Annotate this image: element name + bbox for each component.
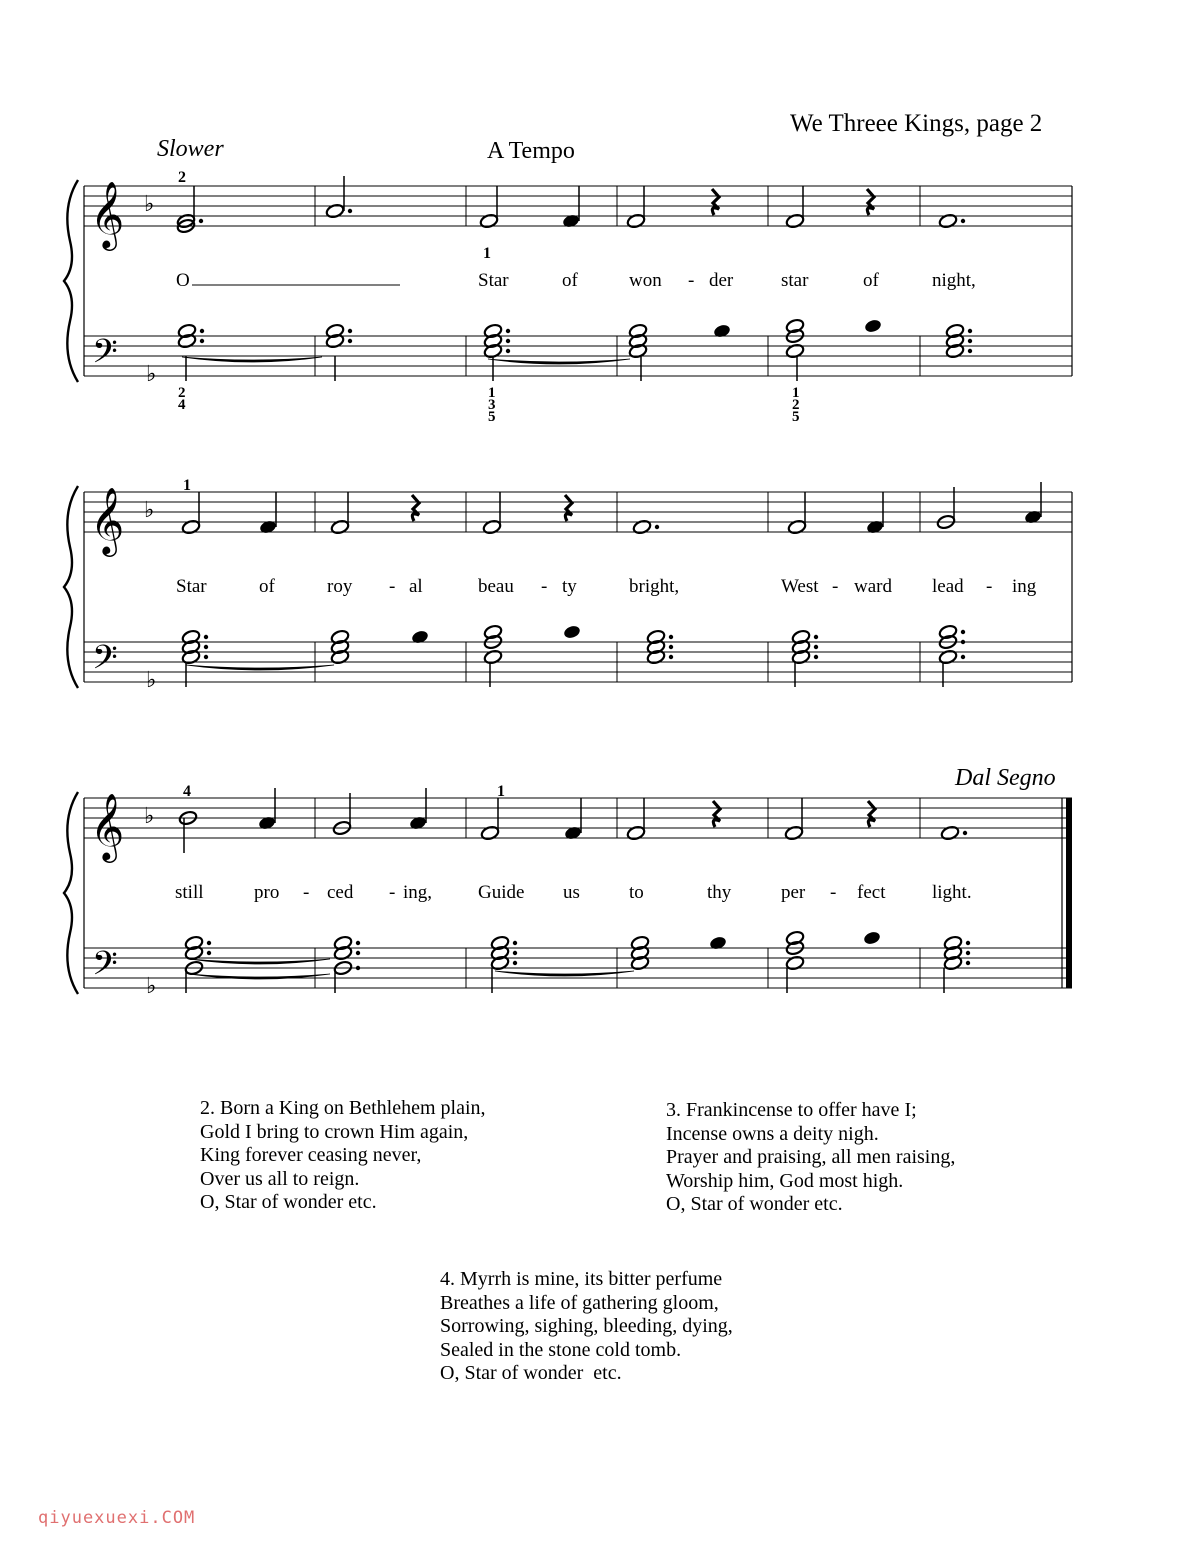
system-2-lyric: lead [932, 576, 964, 597]
system-3-fingering: 4 [183, 783, 191, 800]
system-1-quarter-rest-icon [867, 189, 874, 215]
system-2-brace [64, 486, 78, 688]
system-2-lyric: ty [562, 576, 577, 597]
system-1-fingering-below: 5 [488, 409, 496, 425]
system-1-fingering: 2 [178, 169, 186, 186]
system-1-lyric: of [863, 270, 879, 291]
system-1-bass-flat-icon: ♭ [146, 361, 157, 386]
system-2-lyric: - [832, 576, 839, 597]
system-2-bass-chord [938, 649, 958, 665]
system-3-lyric: per [781, 882, 806, 903]
system-3-note-f-dot [963, 831, 967, 835]
system-1-note-f-dot [961, 219, 965, 223]
system-2-lyric: al [409, 576, 423, 597]
system-3-quarter-rest-icon [868, 801, 875, 827]
system-1-bass-chord-dot [200, 339, 204, 343]
system-1-brace [64, 180, 78, 382]
system-3-tie [495, 971, 634, 976]
system-2-note-a [1024, 509, 1043, 525]
system-1-fingering-below: 1 [488, 385, 496, 401]
system-3-brace [64, 792, 78, 994]
system-1-bass-chord-dot [968, 349, 972, 353]
system-2-bass-chord-dot [814, 645, 818, 649]
system-2-lyric: - [541, 576, 548, 597]
system-1-tie [182, 357, 322, 362]
system-3-bass-chord-dot [356, 941, 360, 945]
system-1-fingering-below: 4 [178, 397, 186, 413]
system-1-tie [488, 359, 630, 364]
system-3-lyric: light. [932, 882, 972, 903]
system-2-bass-chord-dot [204, 635, 208, 639]
system-3-bass-chord-dot [513, 941, 517, 945]
system-2-tie [186, 665, 334, 670]
system-2-note-f [632, 519, 652, 535]
system-3-tie [189, 959, 330, 964]
system-1-lyric: star [781, 270, 809, 291]
system-2-note-f [181, 519, 201, 535]
system-1-bass-chord-dot [348, 329, 352, 333]
system-3-bass-chord [785, 955, 805, 971]
system-3-lyric: Guide [478, 882, 525, 903]
system-2-lyric: Star [176, 576, 207, 597]
system-3-lyric: pro [254, 882, 280, 903]
system-3-note-a [258, 815, 277, 831]
system-3-final-barline-thick [1066, 798, 1072, 988]
system-2-lyric: - [986, 576, 993, 597]
system-3-bass-chord-dot [207, 951, 211, 955]
system-1-fingering: 1 [483, 245, 491, 262]
system-1-lyric: won [629, 270, 662, 291]
system-3-lyric: - [303, 882, 310, 903]
system-1-fingering-below: 1 [792, 385, 800, 401]
system-2-quarter-rest-icon [412, 495, 419, 521]
system-3-bass-note [863, 930, 882, 946]
system-1-note-a-dot [348, 209, 352, 213]
system-1-note-f [938, 213, 958, 229]
system-1-bass-clef-icon: 𝄢 [92, 333, 118, 378]
system-3-dal-segno: Dal Segno [955, 765, 1056, 791]
system-2-lyric: roy [327, 576, 353, 597]
system-3-lyric: fect [857, 882, 886, 903]
system-1-fingering-below: 3 [488, 397, 496, 413]
system-3-bass-clef-icon: 𝄢 [92, 945, 118, 990]
verse-3: 3. Frankincense to offer have I; Incense owns a deity nigh. Prayer and praising, all men raising, Worship him, God most high. O, Star of wonder etc. [666, 1099, 956, 1215]
system-2-note-f [259, 519, 278, 535]
system-1-lyric: - [688, 270, 695, 291]
system-1-lyric: O [176, 270, 190, 291]
system-1-bass-chord-dot [968, 339, 972, 343]
system-3-bass-chord-dot [966, 941, 970, 945]
system-1-lyric: der [709, 270, 734, 291]
system-1-treble-clef-icon: 𝄞 [90, 182, 125, 247]
system-2-treble-clef-icon: 𝄞 [90, 488, 125, 553]
system-1-bass-note [713, 323, 732, 339]
system-1-note-f [785, 213, 805, 229]
system-1-bass-chord-dot [506, 349, 510, 353]
system-3-bass-flat-icon: ♭ [146, 973, 157, 998]
system-1-lyric: night, [932, 270, 976, 291]
system-1-bass-chord [785, 343, 805, 359]
system-2-note-f [866, 519, 885, 535]
system-2-bass-chord [483, 649, 503, 665]
system-3-bass-chord-dot [966, 951, 970, 955]
system-3-note-f [480, 825, 500, 841]
system-2-note-f [482, 519, 502, 535]
system-2-lyric: bright, [629, 576, 680, 597]
system-3-bass-chord-dot [356, 951, 360, 955]
system-1-fingering-below: 2 [178, 385, 186, 401]
system-2-note-f [330, 519, 350, 535]
system-3-quarter-rest-icon [713, 801, 720, 827]
system-1-note-f [626, 213, 646, 229]
system-1-tempo-mark: Slower [157, 136, 224, 162]
system-2-lyric: West [781, 576, 819, 597]
system-3-lyric: us [563, 882, 580, 903]
system-3-note-f [626, 825, 646, 841]
system-3-bass-chord-dot [513, 951, 517, 955]
system-1-bass-chord-dot [506, 339, 510, 343]
system-1-note-f-dot [199, 219, 203, 223]
system-1-lyric: Star [478, 270, 509, 291]
system-2-lyric: beau [478, 576, 514, 597]
system-1-note-a [325, 203, 345, 219]
system-2-note-f [787, 519, 807, 535]
page-title: We Threee Kings, page 2 [790, 110, 1043, 137]
system-1-tempo-mark: A Tempo [487, 138, 575, 164]
system-2-bass-chord-dot [669, 635, 673, 639]
system-2-bass-note [563, 624, 582, 640]
system-2-bass-chord-dot [669, 645, 673, 649]
system-3-lyric: ing, [403, 882, 433, 903]
system-3-bass-note [709, 935, 728, 951]
system-2-bass-chord-dot [814, 635, 818, 639]
system-2-bass-chord-dot [814, 655, 818, 659]
system-3-lyric: thy [707, 882, 732, 903]
system-2-bass-chord-dot [961, 655, 965, 659]
system-1-fingering-below: 2 [792, 397, 800, 413]
system-2-quarter-rest-icon [565, 495, 572, 521]
system-2-bass-flat-icon: ♭ [146, 667, 157, 692]
system-3-note-f [564, 825, 583, 841]
system-3-lyric: - [389, 882, 396, 903]
system-3-fingering: 1 [497, 783, 505, 800]
system-1-lyric: of [562, 270, 578, 291]
system-2-bass-chord-dot [961, 640, 965, 644]
system-2-fingering: 1 [183, 477, 191, 494]
system-2-bass-chord-dot [961, 630, 965, 634]
system-1-bass-chord-dot [348, 339, 352, 343]
system-1-bass-chord-dot [200, 329, 204, 333]
system-2-bass-note [411, 629, 430, 645]
system-1-bass-chord-dot [968, 329, 972, 333]
system-1-quarter-rest-icon [712, 189, 719, 215]
system-1-bass-note [864, 318, 883, 334]
system-3-bass-chord-dot [966, 961, 970, 965]
system-3-bass-chord-dot [513, 961, 517, 965]
system-2-bass-clef-icon: 𝄢 [92, 639, 118, 684]
system-3-lyric: ced [327, 882, 354, 903]
verse-4: 4. Myrrh is mine, its bitter perfume Breathes a life of gathering gloom, Sorrowing, sighing, bleeding, dying, Sealed in the stone cold tomb. O, Star of wonder etc. [440, 1268, 733, 1384]
system-3-lyric: still [175, 882, 204, 903]
system-2-lyric: ing [1012, 576, 1037, 597]
system-1-bass-chord-dot [506, 329, 510, 333]
system-2-treble-flat-icon: ♭ [144, 497, 155, 522]
system-2-lyric: of [259, 576, 275, 597]
watermark: qiyuexuexi.COM [38, 1508, 196, 1528]
system-3-treble-clef-icon: 𝄞 [90, 794, 125, 859]
system-2-bass-chord-dot [669, 655, 673, 659]
system-3-lyric: to [629, 882, 644, 903]
system-3-note-f [940, 825, 960, 841]
system-2-bass-chord-dot [204, 655, 208, 659]
system-1-note-f [479, 213, 499, 229]
system-2-lyric: ward [854, 576, 892, 597]
system-2-lyric: - [389, 576, 396, 597]
verse-2: 2. Born a King on Bethlehem plain, Gold I bring to crown Him again, King forever ceasing never, Over us all to reign. O, Star of wonder etc. [200, 1097, 486, 1213]
system-3-note-f [784, 825, 804, 841]
system-3-note-a [409, 815, 428, 831]
system-2-bass-chord-dot [204, 645, 208, 649]
system-1-treble-flat-icon: ♭ [144, 191, 155, 216]
system-3-treble-flat-icon: ♭ [144, 803, 155, 828]
system-1-fingering-below: 5 [792, 409, 800, 425]
system-3-lyric: - [830, 882, 837, 903]
system-3-bass-note-dot [356, 966, 360, 970]
system-1-note-f [562, 213, 581, 229]
system-2-note-f-dot [655, 525, 659, 529]
system-3-bass-chord-dot [207, 941, 211, 945]
